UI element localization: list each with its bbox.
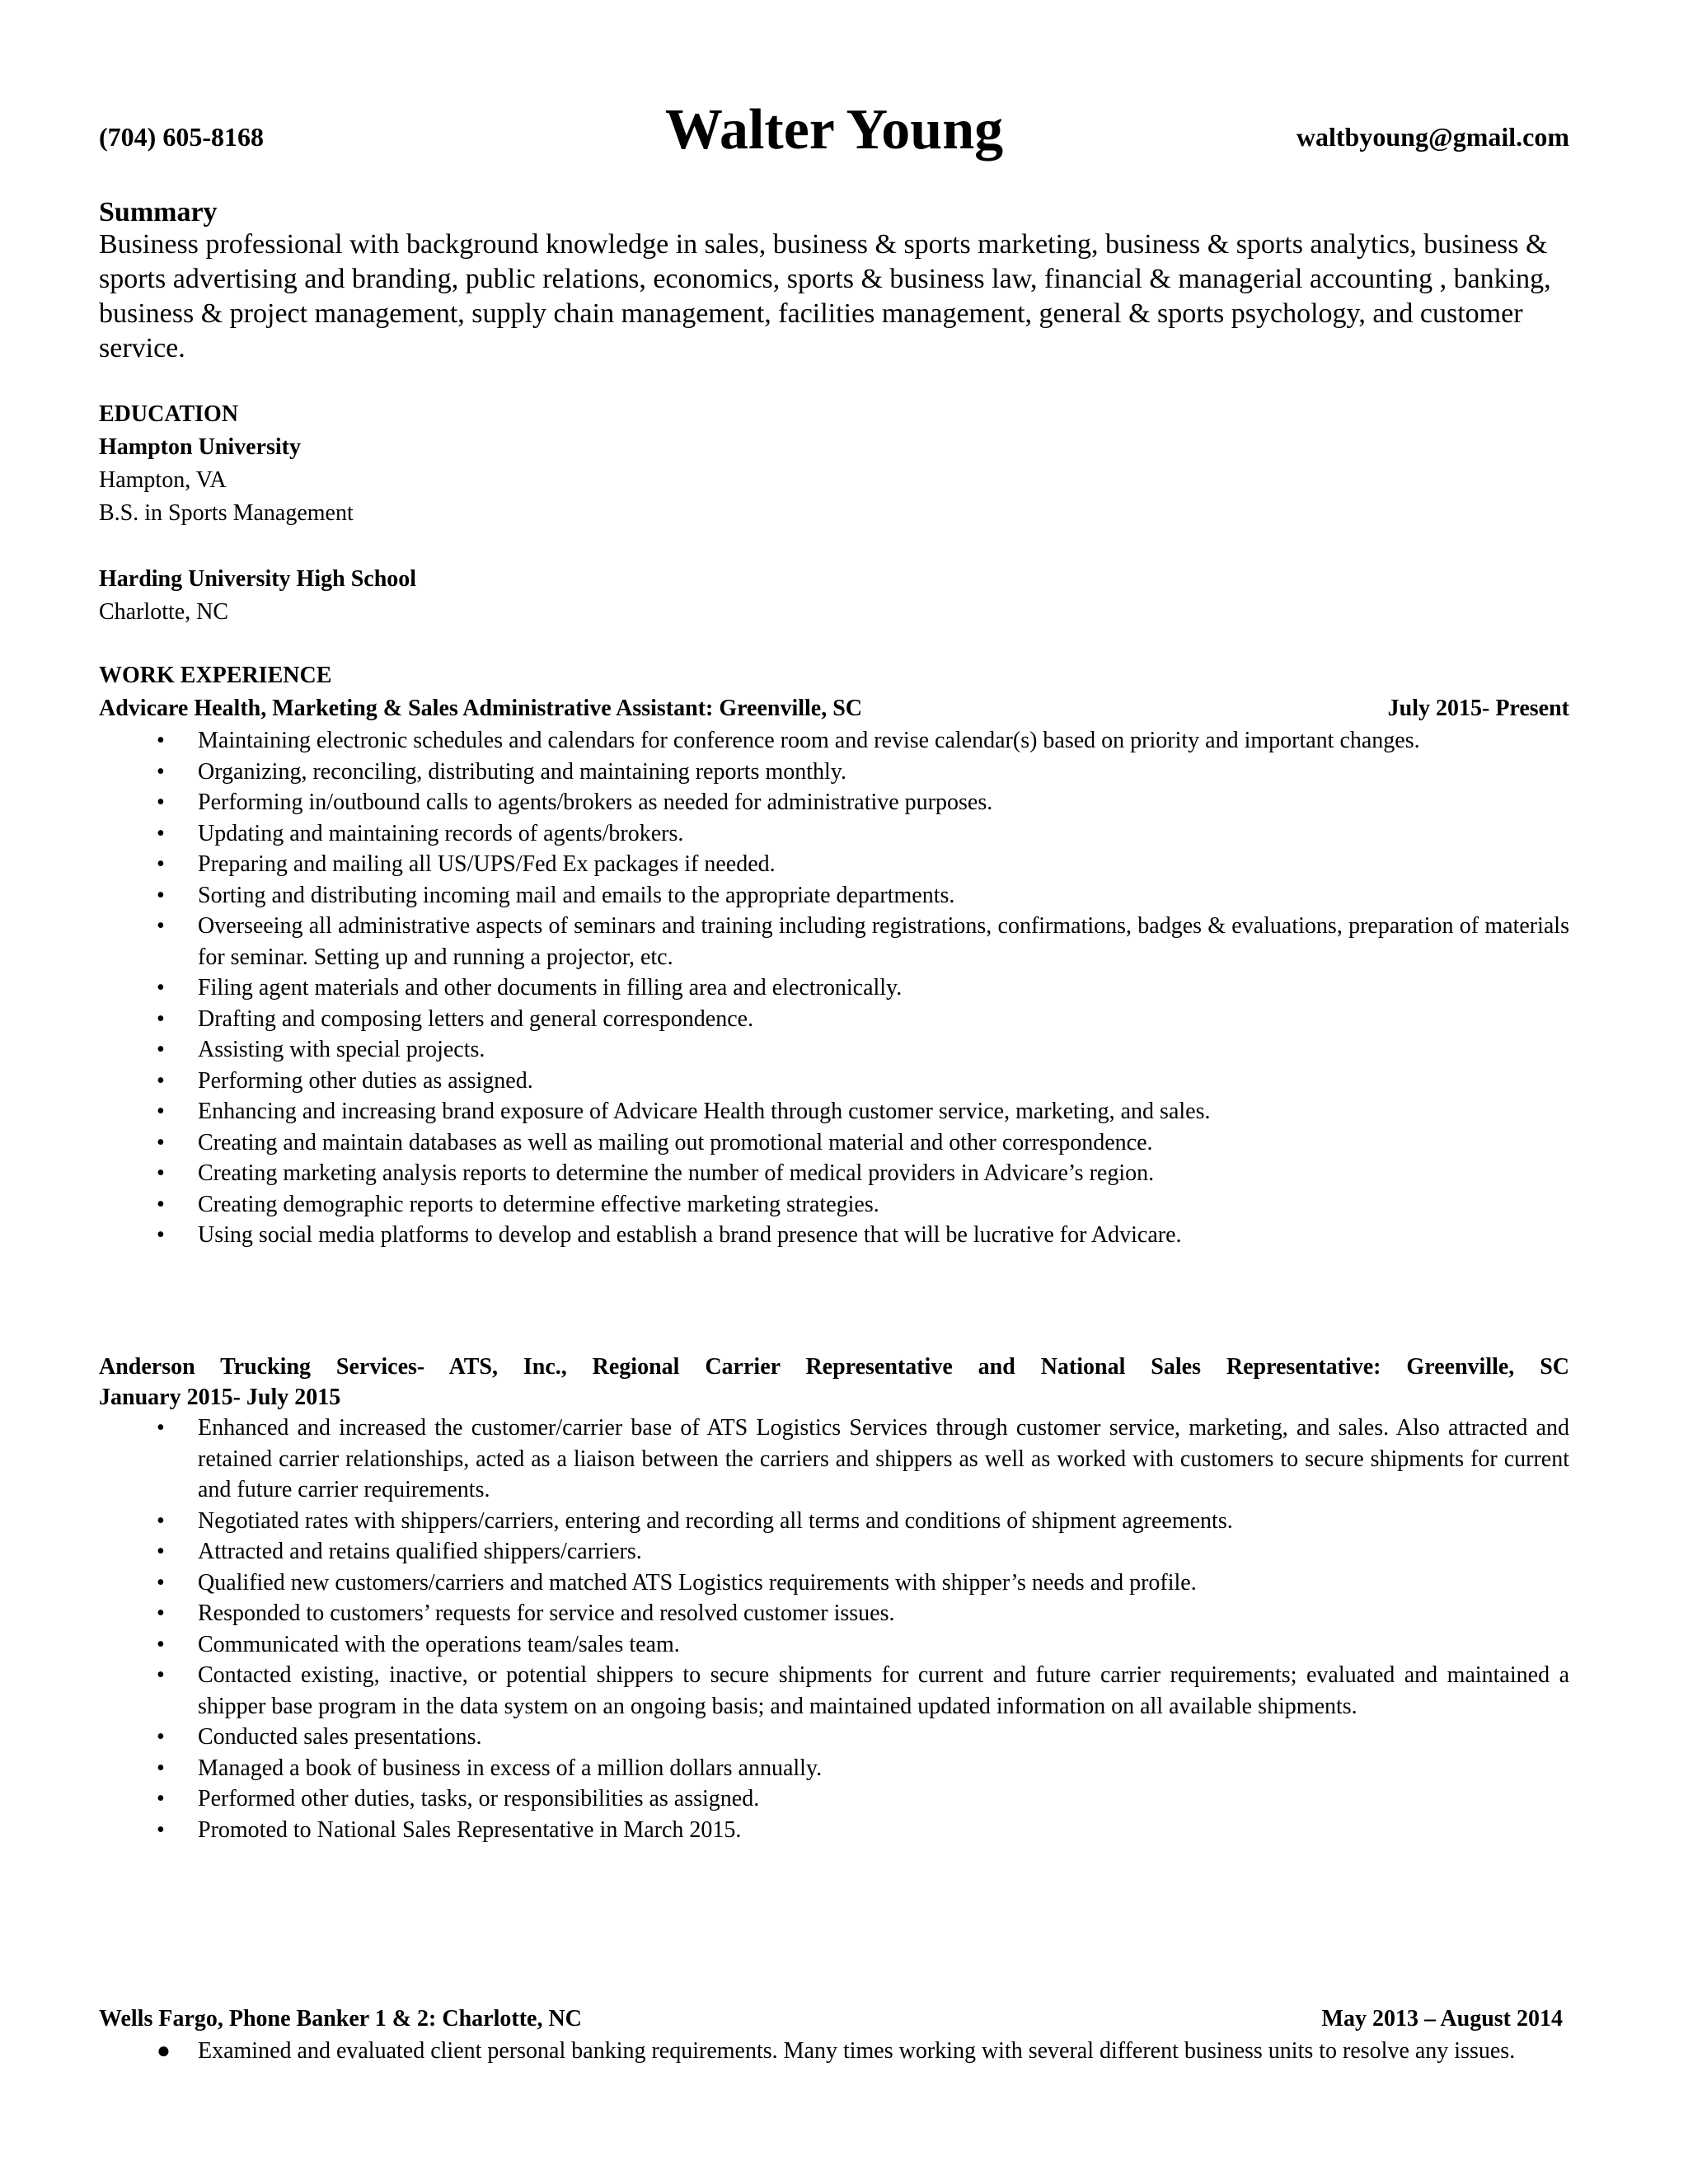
job-bullets bbox=[99, 725, 1569, 1251]
job-bullets bbox=[99, 2036, 1569, 2067]
bullet-text: Performing other duties as assigned. bbox=[198, 1067, 533, 1094]
bullet-item bbox=[99, 1568, 1569, 1599]
bullet-text: Maintaining electronic schedules and calendars for conference room and revise calendar(s) based on priority and important changes. bbox=[198, 728, 1420, 753]
bullet-text: Organizing, reconciling, distributing and maintaining reports monthly. bbox=[198, 758, 846, 785]
bullet-icon: • bbox=[157, 1724, 165, 1750]
school-degree: B.S. in Sports Management bbox=[99, 500, 354, 526]
job-dates: July 2015- Present bbox=[1387, 696, 1569, 721]
bullet-icon: • bbox=[157, 1539, 165, 1564]
bullet-icon: • bbox=[157, 1099, 165, 1124]
bullet-text: Conducted sales presentations. bbox=[198, 1724, 482, 1750]
bullet-icon: • bbox=[157, 1662, 165, 1688]
bullet-item bbox=[99, 1536, 1569, 1568]
bullet-text: Creating marketing analysis reports to determine the number of medical providers in Advicare’s region. bbox=[198, 1160, 1155, 1186]
bullet-icon: • bbox=[157, 1129, 165, 1155]
bullet-text: Negotiated rates with shippers/carriers, entering and recording all terms and conditions of shipment agreements. bbox=[198, 1507, 1233, 1534]
bullet-item bbox=[99, 1034, 1569, 1066]
bullet-item bbox=[99, 818, 1569, 850]
bullet-item bbox=[99, 1158, 1569, 1189]
bullet-text: Enhancing and increasing brand exposure of Advicare Health through customer service, marketing, and sales. bbox=[198, 1099, 1211, 1124]
work-section bbox=[99, 659, 1569, 1251]
job-heading bbox=[99, 2003, 1569, 2036]
summary-section bbox=[99, 198, 1569, 366]
bullet-icon: • bbox=[157, 851, 165, 877]
bullet-text: Qualified new customers/carriers and matched ATS Logistics requirements with shipper’s needs and profile. bbox=[198, 1569, 1197, 1596]
bullet-text: Sorting and distributing incoming mail and emails to the appropriate departments. bbox=[198, 882, 955, 908]
summary-text: Business professional with background knowledge in sales, business & sports marketing, business & sports analytics, business & sports advertising and branding, public relations, economics, sports & business law, financial & managerial accounting , banking, business & project management, supply chain management, facilities management, general & sports psychology, and customer service. bbox=[99, 229, 1551, 363]
bullet-text: Filing agent materials and other documents in filling area and electronically. bbox=[198, 975, 903, 1001]
bullet-item bbox=[99, 1506, 1569, 1537]
bullet-text: Updating and maintaining records of agents/brokers. bbox=[198, 820, 684, 846]
bullet-icon: • bbox=[157, 1005, 165, 1032]
school-location: Charlotte, NC bbox=[99, 599, 229, 625]
email-address: waltbyoung@gmail.com bbox=[1296, 122, 1569, 152]
bullet-item bbox=[99, 849, 1569, 880]
bullet-item bbox=[99, 1598, 1569, 1629]
bullet-item bbox=[99, 1220, 1569, 1251]
bullet-icon: • bbox=[157, 913, 165, 939]
bullet-item bbox=[99, 1815, 1569, 1846]
job-title: Anderson Trucking Services- ATS, Inc., Regional Carrier Representative and National Sales Representative: Greenville, SC bbox=[99, 1354, 1569, 1380]
bullet-item bbox=[99, 1629, 1569, 1661]
bullet-icon: • bbox=[157, 1222, 165, 1248]
bullet-icon: • bbox=[157, 790, 165, 815]
bullet-text: Overseeing all administrative aspects of seminars and training including registrations, confirmations, badges & evaluations, preparation of materials for seminar. Setting up and running a projector, etc. bbox=[198, 913, 1569, 970]
job-dates: May 2013 – August 2014 bbox=[1321, 2006, 1563, 2032]
bullet-icon: • bbox=[157, 758, 165, 785]
bullet-text: Examined and evaluated client personal banking requirements. Many times working with several different business units to resolve any issues. bbox=[198, 2038, 1516, 2064]
bullet-item bbox=[99, 2036, 1569, 2067]
school-location: Hampton, VA bbox=[99, 467, 227, 493]
bullet-icon: • bbox=[157, 1631, 165, 1657]
bullet-text: Responded to customers’ requests for service and resolved customer issues. bbox=[198, 1601, 895, 1626]
school-name: Harding University High School bbox=[99, 566, 417, 592]
bullet-item bbox=[99, 1722, 1569, 1753]
bullet-item bbox=[99, 1660, 1569, 1722]
bullet-item bbox=[99, 1753, 1569, 1784]
bullet-item bbox=[99, 757, 1569, 788]
bullet-text: Creating and maintain databases as well as mailing out promotional material and other correspondence. bbox=[198, 1129, 1153, 1155]
bullet-icon: • bbox=[157, 882, 165, 908]
bullet-icon: • bbox=[157, 1160, 165, 1186]
bullet-item bbox=[99, 1127, 1569, 1159]
job-entry bbox=[99, 2003, 1569, 2067]
summary-title: Summary bbox=[99, 197, 218, 227]
bullet-text: Attracted and retains qualified shippers/carriers. bbox=[198, 1539, 642, 1564]
bullet-item bbox=[99, 1189, 1569, 1221]
bullet-icon: • bbox=[157, 1601, 165, 1626]
bullet-text: Promoted to National Sales Representative in March 2015. bbox=[198, 1816, 742, 1843]
bullet-item bbox=[99, 725, 1569, 757]
bullet-icon: • bbox=[157, 1786, 165, 1811]
job-dates: January 2015- July 2015 bbox=[99, 1385, 341, 1410]
bullet-icon: • bbox=[157, 728, 165, 753]
bullet-text: Managed a book of business in excess of a million dollars annually. bbox=[198, 1755, 823, 1781]
bullet-text: Assisting with special projects. bbox=[198, 1037, 485, 1062]
bullet-icon: • bbox=[157, 820, 165, 846]
resume-header bbox=[99, 97, 1569, 171]
bullet-text: Enhanced and increased the customer/carrier base of ATS Logistics Services through customer service, marketing, and sales. Also attracted and retained carrier relationships, acted as a liaison between the carriers and shippers as well as worked with customers to secure shipments for current and future carrier requirements. bbox=[198, 1415, 1569, 1502]
bullet-item bbox=[99, 972, 1569, 1004]
phone-number: (704) 605-8168 bbox=[99, 122, 264, 152]
bullet-text: Performing in/outbound calls to agents/brokers as needed for administrative purposes. bbox=[198, 790, 993, 815]
job-title: Wells Fargo, Phone Banker 1 & 2: Charlotte, NC bbox=[99, 2006, 582, 2032]
bullet-icon: • bbox=[157, 1415, 165, 1441]
bullet-text: Creating demographic reports to determine effective marketing strategies. bbox=[198, 1191, 879, 1217]
bullet-icon: • bbox=[157, 1191, 165, 1217]
bullet-icon: • bbox=[157, 1816, 165, 1843]
bullet-item bbox=[99, 1066, 1569, 1097]
spacer bbox=[99, 530, 1569, 563]
bullet-item bbox=[99, 1783, 1569, 1815]
bullet-item bbox=[99, 880, 1569, 912]
bullet-item bbox=[99, 1413, 1569, 1506]
bullet-text: Contacted existing, inactive, or potential shippers to secure shipments for current and future carrier requirements; evaluated and maintained a shipper base program in the data system on an ongoing basis; and maintained updated information on all available shipments. bbox=[198, 1662, 1569, 1719]
bullet-icon: • bbox=[157, 1037, 165, 1062]
bullet-text: Drafting and composing letters and general correspondence. bbox=[198, 1005, 754, 1032]
bullet-icon: • bbox=[157, 1507, 165, 1534]
bullet-item bbox=[99, 1096, 1569, 1127]
bullet-text: Using social media platforms to develop and establish a brand presence that will be lucrative for Advicare. bbox=[198, 1222, 1182, 1248]
bullet-text: Performed other duties, tasks, or responsibilities as assigned. bbox=[198, 1786, 760, 1811]
bullet-icon: • bbox=[157, 975, 165, 1001]
work-title: WORK EXPERIENCE bbox=[99, 663, 332, 688]
bullet-text: Preparing and mailing all US/UPS/Fed Ex packages if needed. bbox=[198, 851, 776, 877]
bullet-icon: ● bbox=[157, 2038, 171, 2064]
bullet-icon: • bbox=[157, 1755, 165, 1781]
education-section bbox=[99, 398, 1569, 629]
job-bullets bbox=[99, 1413, 1569, 1845]
school-name: Hampton University bbox=[99, 434, 301, 460]
job-entry bbox=[99, 1352, 1569, 1845]
bullet-item bbox=[99, 1004, 1569, 1035]
education-title: EDUCATION bbox=[99, 401, 239, 427]
bullet-text: Communicated with the operations team/sales team. bbox=[198, 1631, 680, 1657]
bullet-item bbox=[99, 911, 1569, 972]
bullet-icon: • bbox=[157, 1067, 165, 1094]
candidate-name: Walter Young bbox=[664, 98, 1004, 162]
job-heading bbox=[99, 692, 1569, 725]
bullet-item bbox=[99, 787, 1569, 818]
bullet-icon: • bbox=[157, 1569, 165, 1596]
job-title: Advicare Health, Marketing & Sales Administrative Assistant: Greenville, SC bbox=[99, 696, 863, 721]
